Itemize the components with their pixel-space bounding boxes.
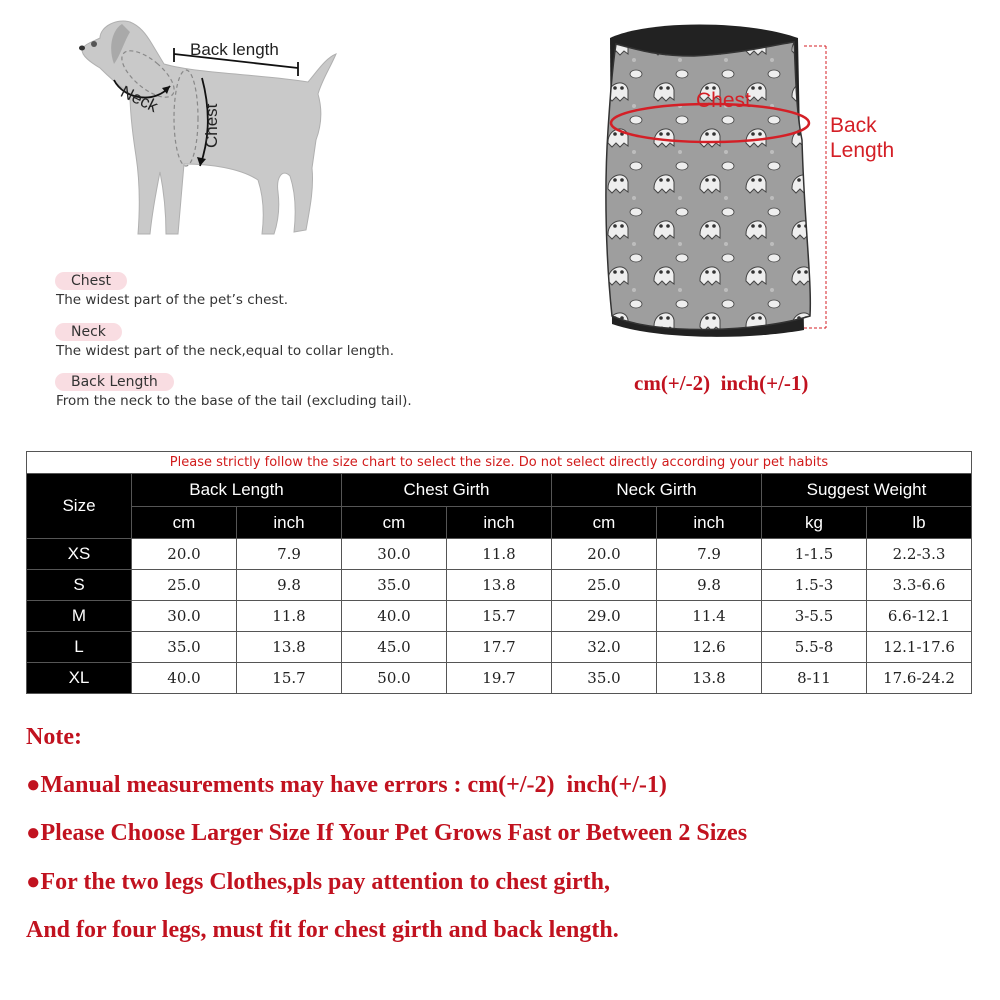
definition-text: The widest part of the pet’s chest.	[56, 292, 289, 308]
table-cell: 9.8	[237, 570, 342, 601]
table-row	[27, 601, 972, 632]
note-title: Note:	[26, 724, 82, 750]
table-cell: 20.0	[552, 539, 657, 570]
table-cell: 11.8	[447, 539, 552, 570]
table-cell: 45.0	[342, 632, 447, 663]
table-cell: 7.9	[657, 539, 762, 570]
garment-chest-label: Chest	[696, 89, 751, 112]
measurement-tolerance: cm(+/-2) inch(+/-1)	[634, 371, 809, 395]
table-row	[27, 570, 972, 601]
unit-header: cm	[342, 507, 447, 539]
size-label-cell: XS	[27, 539, 132, 570]
size-label-cell: S	[27, 570, 132, 601]
table-cell: 35.0	[552, 663, 657, 694]
definition-term: Chest	[55, 272, 127, 290]
table-cell: 25.0	[552, 570, 657, 601]
table-row	[27, 539, 972, 570]
table-cell: 15.7	[447, 601, 552, 632]
table-cell: 15.7	[237, 663, 342, 694]
table-cell: 6.6-12.1	[867, 601, 972, 632]
table-cell: 12.6	[657, 632, 762, 663]
note-item: ●Manual measurements may have errors : cm(+/-2) inch(+/-1)	[26, 772, 667, 798]
table-cell: 11.4	[657, 601, 762, 632]
definition-text: The widest part of the neck,equal to collar length.	[56, 343, 395, 359]
table-cell: 13.8	[237, 632, 342, 663]
table-cell: 3-5.5	[762, 601, 867, 632]
table-row	[27, 632, 972, 663]
unit-header: cm	[132, 507, 237, 539]
dog-back-length-label: Back length	[190, 40, 279, 59]
suggest-weight-header: Suggest Weight	[762, 474, 972, 507]
unit-header: kg	[762, 507, 867, 539]
table-cell: 3.3-6.6	[867, 570, 972, 601]
back-length-header: Back Length	[132, 474, 342, 507]
table-cell: 32.0	[552, 632, 657, 663]
table-cell: 8-11	[762, 663, 867, 694]
unit-header: inch	[237, 507, 342, 539]
definition-text: From the neck to the base of the tail (excluding tail).	[56, 393, 412, 409]
table-cell: 40.0	[132, 663, 237, 694]
table-cell: 12.1-17.6	[867, 632, 972, 663]
table-cell: 7.9	[237, 539, 342, 570]
table-cell: 29.0	[552, 601, 657, 632]
unit-header: cm	[552, 507, 657, 539]
note-item: ●For the two legs Clothes,pls pay attention to chest girth,	[26, 869, 611, 895]
table-cell: 5.5-8	[762, 632, 867, 663]
definition-term: Back Length	[55, 373, 174, 391]
unit-header: inch	[447, 507, 552, 539]
dog-chest-label: Chest	[202, 103, 221, 148]
garment-diagram	[598, 20, 918, 340]
definition-term: Neck	[55, 323, 122, 341]
table-cell: 35.0	[132, 632, 237, 663]
table-cell: 17.6-24.2	[867, 663, 972, 694]
dog-neck-label: Neck	[117, 82, 161, 117]
note-item: And for four legs, must fit for chest girth and back length.	[26, 917, 619, 943]
definition-back-length	[55, 371, 412, 409]
table-row	[27, 663, 972, 694]
pet-vest-image	[598, 20, 918, 340]
size-column-header: Size	[27, 474, 132, 539]
size-chart-notice: Please strictly follow the size chart to select the size. Do not select directly according your pet habits	[27, 452, 972, 474]
table-cell: 1.5-3	[762, 570, 867, 601]
definition-neck	[55, 321, 394, 359]
table-cell: 50.0	[342, 663, 447, 694]
table-cell: 19.7	[447, 663, 552, 694]
table-cell: 20.0	[132, 539, 237, 570]
unit-header: inch	[657, 507, 762, 539]
garment-back-length-text: Back Length	[830, 114, 895, 162]
chest-girth-header: Chest Girth	[342, 474, 552, 507]
table-cell: 9.8	[657, 570, 762, 601]
table-cell: 40.0	[342, 601, 447, 632]
table-cell: 1-1.5	[762, 539, 867, 570]
definition-chest	[55, 270, 288, 308]
table-cell: 13.8	[447, 570, 552, 601]
table-cell: 25.0	[132, 570, 237, 601]
size-label-cell: M	[27, 601, 132, 632]
note-item: ●Please Choose Larger Size If Your Pet Grows Fast or Between 2 Sizes	[26, 820, 748, 846]
size-chart-table	[26, 451, 972, 694]
table-cell: 30.0	[132, 601, 237, 632]
size-label-cell: XL	[27, 663, 132, 694]
neck-girth-header: Neck Girth	[552, 474, 762, 507]
table-cell: 2.2-3.3	[867, 539, 972, 570]
table-cell: 30.0	[342, 539, 447, 570]
table-cell: 13.8	[657, 663, 762, 694]
unit-header: lb	[867, 507, 972, 539]
size-label-cell: L	[27, 632, 132, 663]
table-cell: 17.7	[447, 632, 552, 663]
garment-back-length-label	[830, 113, 894, 163]
table-cell: 11.8	[237, 601, 342, 632]
table-cell: 35.0	[342, 570, 447, 601]
